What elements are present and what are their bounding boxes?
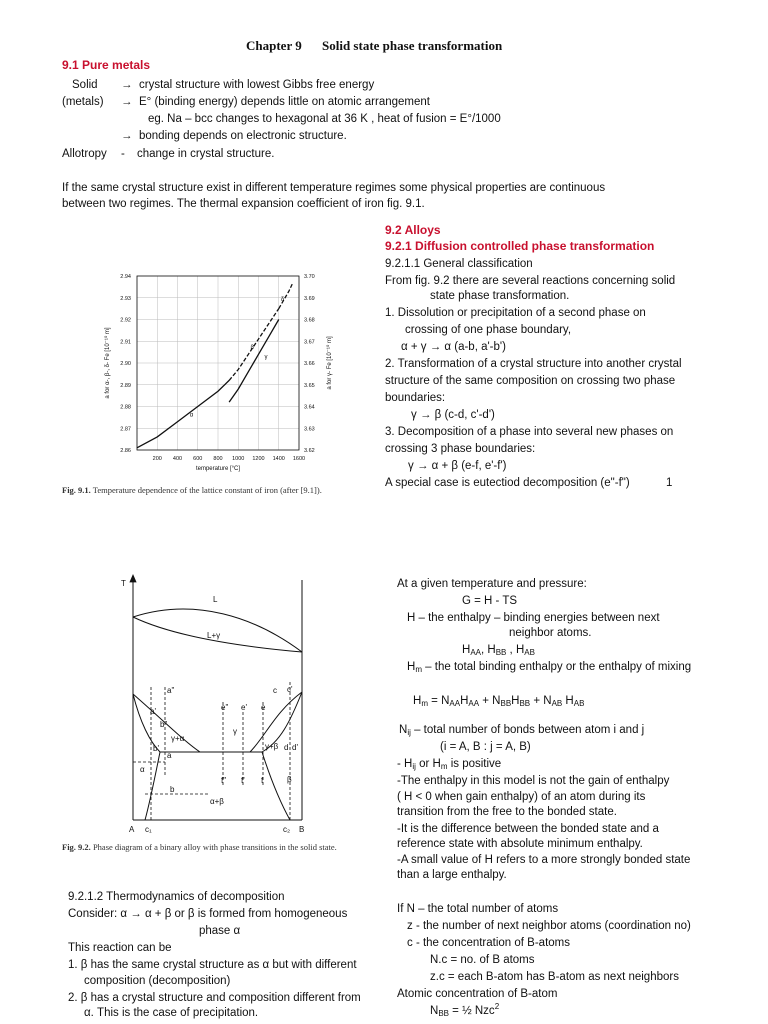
x-tick-label: 200 [152, 456, 162, 462]
pure-metals-line-1: crystal structure with lowest Gibbs free energy [139, 79, 375, 91]
hm-sub2: m [440, 762, 448, 771]
alloys-line-3: 1. Dissolution or precipitation of a second phase on [385, 307, 646, 319]
series-line-α [137, 380, 229, 447]
h-bb-sub: BB [495, 648, 507, 657]
label-e: e [261, 703, 266, 712]
y-tick-label-right: 3.67 [304, 339, 315, 346]
x-axis-label: temperature [°C] [195, 466, 241, 472]
bonds-indices: (i = A, B : j = A, B) [440, 741, 531, 753]
hm-sub: m [415, 665, 422, 674]
y-tick-label: 2.88 [120, 404, 131, 411]
series-line-γ [229, 320, 279, 403]
formula-bb2: BB [519, 699, 531, 708]
atoms-line-6: Atomic concentration of B-atom [397, 988, 558, 1000]
x-tick-label: 1000 [232, 456, 245, 462]
label-a-prime: a' [150, 707, 156, 716]
enthalpy-note-1: -The enthalpy in this model is not the gain of enthalpy [397, 775, 670, 787]
h-aa-sub: AA [470, 648, 481, 657]
label-f: f [261, 776, 264, 785]
x-tick-label: 1200 [252, 456, 265, 462]
positive-text: is positive [447, 758, 502, 770]
atoms-line-3: c - the concentration of B-atoms [407, 937, 570, 949]
label-c: c [273, 686, 277, 695]
label-b-double-prime: b" [160, 720, 168, 729]
arrow-icon: → [121, 96, 133, 108]
y-axis-label-right: a for γ- Fe [10⁻¹⁰ m] [327, 336, 333, 390]
figure-9-1-caption [62, 482, 322, 498]
thermo-line-2: Consider: α → α + β or β is formed from homogeneous [68, 908, 348, 920]
solid-label: Solid [72, 79, 98, 91]
formula-bb: BB [500, 699, 512, 708]
enthalpy-line-4: neighbor atoms. [509, 627, 592, 639]
y-tick-label: 2.94 [120, 274, 131, 280]
alloys-line-13: A special case is eutectiod decomposition (e"-f") [385, 477, 630, 489]
x-tick-label: 1400 [272, 456, 285, 462]
label-gamma-beta: γ+β [265, 742, 279, 751]
series-label: γ [264, 354, 268, 361]
series-label: β [250, 345, 254, 352]
y-tick-label-right: 3.70 [304, 274, 315, 280]
nij-symbol: N [399, 724, 408, 736]
label-b-prime: b' [153, 744, 159, 753]
thermo-line-5: 1. β has the same crystal structure as α but with different [68, 959, 357, 971]
label-c-prime: c' [287, 685, 293, 694]
arrow-icon: → [121, 79, 133, 91]
alloys-reaction-1: α + γ → α (a-b, a'-b') [401, 341, 506, 353]
label-e-double-prime: e" [221, 703, 229, 712]
figure-9-2-caption-label: Fig. 9.2. [62, 842, 91, 852]
h-ab: , H [506, 644, 525, 656]
x-tick-label: 800 [213, 456, 223, 462]
arrow-icon: → [121, 130, 133, 142]
y-tick-label: 2.93 [120, 295, 131, 302]
formula-h4: H [562, 695, 574, 707]
x-tick-label: 600 [193, 456, 203, 462]
label-A: A [129, 825, 135, 834]
alloys-line-4: crossing of one phase boundary, [405, 324, 572, 336]
formula-plus2: + N [530, 695, 552, 707]
bonds-definition [399, 722, 644, 738]
label-B: B [299, 825, 305, 834]
label-alpha: α [140, 765, 145, 774]
y-tick-label: 2.87 [120, 426, 131, 433]
nbb-text: = ½ Nzc [448, 1005, 495, 1017]
thermo-heading: 9.2.1.2 Thermodynamics of decomposition [68, 891, 285, 903]
label-d-prime: d' [292, 743, 298, 752]
hm-symbol: H [407, 661, 416, 673]
gibbs-equation: G = H - TS [462, 595, 518, 607]
alloys-line-1: From fig. 9.2 there are several reactions concerning solid [385, 275, 676, 287]
y-tick-label-right: 3.65 [304, 382, 315, 389]
subsection-heading-diffusion: 9.2.1 Diffusion controlled phase transformation [385, 239, 655, 253]
figure-9-2-phase-diagram [115, 572, 365, 832]
dash-separator: - [121, 148, 125, 160]
label-beta: β [287, 775, 292, 784]
enthalpy-note-5: reference state with absolute minimum enthalpy. [397, 838, 643, 850]
thermo-line-3: phase α [199, 925, 241, 937]
pure-metals-line-2: E° (binding energy) depends little on atomic arrangement [139, 96, 430, 108]
enthalpy-note-6: -A small value of H refers to a more strongly bonded state [397, 854, 691, 866]
enthalpy-line-3: H – the enthalpy – binding energies between next [407, 612, 660, 624]
label-c1: c₁ [145, 825, 152, 834]
label-alpha-beta: α+β [210, 797, 224, 806]
label-f-double-prime: f" [221, 776, 227, 785]
figure-9-2-caption [62, 839, 337, 855]
formula-aa2: AA [468, 699, 480, 708]
atoms-line-1: If N – the total number of atoms [397, 903, 559, 915]
h-ab-sub: AB [524, 648, 535, 657]
chapter-number: Chapter 9 [246, 38, 302, 53]
nij-text: – total number of bonds between atom i and j [410, 724, 645, 736]
label-b: b [170, 785, 175, 794]
alloys-line-10: 3. Decomposition of a phase into several new phases on [385, 426, 674, 438]
formula-h3: H [511, 695, 520, 707]
page-number: 1 [666, 477, 673, 489]
formula-aa: AA [449, 699, 461, 708]
nij-sub: ij [407, 728, 411, 737]
series-label: δ [280, 297, 285, 304]
thermo-line-8: α. This is the case of precipitation. [84, 1007, 259, 1019]
allotropy-text: change in crystal structure. [137, 148, 275, 160]
chapter-title: Solid state phase transformation [322, 38, 503, 53]
nbb-sup: 2 [494, 1002, 500, 1011]
atoms-line-4: N.c = no. of B atoms [430, 954, 535, 966]
formula-h2: H [460, 695, 469, 707]
hij-symbol: - H [397, 758, 413, 770]
pure-metals-line-3: eg. Na – bcc changes to hexagonal at 36 K , heat of fusion = E°/1000 [148, 113, 501, 125]
y-tick-label-right: 3.69 [304, 295, 315, 302]
label-e-prime: e' [241, 703, 247, 712]
positive-line [397, 756, 501, 772]
enthalpy-mixing-line [407, 659, 691, 675]
figure-9-1-caption-label: Fig. 9.1. [62, 485, 91, 495]
atoms-line-5: z.c = each B-atom has B-atom as next neighbors [430, 971, 679, 983]
alloys-reaction-3: γ → α + β (e-f, e'-f') [408, 460, 507, 472]
label-gamma: γ [233, 727, 237, 736]
y-tick-label-right: 3.63 [304, 426, 315, 433]
label-d: d [284, 743, 289, 752]
label-gamma-alpha: γ+α [171, 734, 185, 743]
alloys-line-7: structure of the same composition on crossing two phase [385, 375, 676, 387]
enthalpy-note-4: -It is the difference between the bonded state and a [397, 823, 659, 835]
series-line-δ [279, 283, 293, 309]
hm-text: – the total binding enthalpy or the enthalpy of mixing [421, 661, 692, 673]
label-a: a [167, 751, 172, 760]
hm-or: or H [415, 758, 441, 770]
y-tick-label: 2.91 [120, 339, 131, 346]
thermo-line-7: 2. β has a crystal structure and composition different from [68, 992, 361, 1004]
section-heading-pure-metals: 9.1 Pure metals [62, 58, 151, 72]
metals-label: (metals) [62, 96, 104, 108]
label-T: T [121, 579, 126, 588]
enthalpy-note-2: ( H < 0 when gain enthalpy) of an atom during its [397, 791, 646, 803]
y-tick-label-right: 3.68 [304, 317, 315, 324]
y-tick-label: 2.89 [120, 382, 131, 389]
figure-9-2-caption-text: Phase diagram of a binary alloy with phase transitions in the solid state. [92, 842, 337, 852]
alpha-solvus [145, 752, 160, 820]
y-tick-label-right: 3.64 [304, 404, 315, 411]
y-axis-label: a for α-, β-, δ- Fe [10⁻¹⁰ m] [105, 327, 111, 399]
x-tick-label: 1600 [292, 456, 306, 462]
label-a-double-prime: a" [167, 686, 175, 695]
formula-ab: AB [551, 699, 563, 708]
enthalpy-note-7: than a large enthalpy. [397, 869, 507, 881]
nbb-sub: BB [438, 1009, 449, 1018]
alloys-line-11: crossing 3 phase boundaries: [385, 443, 536, 455]
allotropy-label: Allotropy [62, 148, 107, 160]
formula-plus: + N [479, 695, 501, 707]
alloys-reaction-2: γ → β (c-d, c'-d') [411, 409, 495, 421]
y-tick-label: 2.90 [120, 361, 131, 367]
y-tick-label-right: 3.62 [304, 448, 315, 454]
formula-ab2: AB [573, 699, 585, 708]
figure-9-1-caption-text: Temperature dependence of the lattice constant of iron (after [9.1]). [92, 485, 322, 495]
formula-m: m [421, 699, 428, 708]
h-aa: H [462, 644, 471, 656]
paragraph-line-2: between two regimes. The thermal expansion coefficient of iron fig. 9.1. [62, 198, 425, 210]
label-f-prime: f' [241, 776, 245, 785]
hij-sub: ij [412, 762, 416, 771]
thermo-line-4: This reaction can be [68, 942, 172, 954]
enthalpy-note-3: transition from the free to the bonded state. [397, 806, 617, 818]
figure-9-1-chart [95, 272, 355, 472]
y-tick-label-right: 3.66 [304, 361, 315, 367]
formula-h: H [413, 695, 422, 707]
label-L: L [213, 595, 218, 604]
enthalpy-pairs [462, 642, 535, 658]
label-L-gamma: L+γ [207, 631, 221, 640]
enthalpy-line-1: At a given temperature and pressure: [397, 578, 587, 590]
series-label: α [189, 412, 194, 419]
t-axis-arrowhead [130, 575, 136, 582]
beta-solvus [262, 752, 290, 820]
enthalpy-formula [413, 693, 584, 709]
pure-metals-line-4: bonding depends on electronic structure. [139, 130, 347, 142]
x-tick-label: 400 [172, 456, 183, 462]
y-tick-label: 2.92 [120, 317, 131, 324]
general-classification-heading: 9.2.1.1 General classification [385, 258, 533, 270]
formula-eq: = N [427, 695, 450, 707]
atoms-line-2: z - the number of next neighbor atoms (coordination no) [407, 920, 691, 932]
label-c2: c₂ [283, 825, 291, 834]
alloys-line-6: 2. Transformation of a crystal structure into another crystal [385, 358, 682, 370]
y-tick-label: 2.86 [120, 448, 131, 454]
alloys-line-2: state phase transformation. [430, 290, 570, 302]
atoms-nbb-formula [430, 1003, 499, 1019]
paragraph-line-1: If the same crystal structure exist in different temperature regimes some physical properties are continuous [62, 182, 606, 194]
section-heading-alloys: 9.2 Alloys [385, 223, 441, 237]
nbb-symbol: N [430, 1005, 439, 1017]
h-bb: , H [480, 644, 496, 656]
alloys-line-8: boundaries: [385, 392, 446, 404]
thermo-line-6: composition (decomposition) [84, 975, 231, 987]
